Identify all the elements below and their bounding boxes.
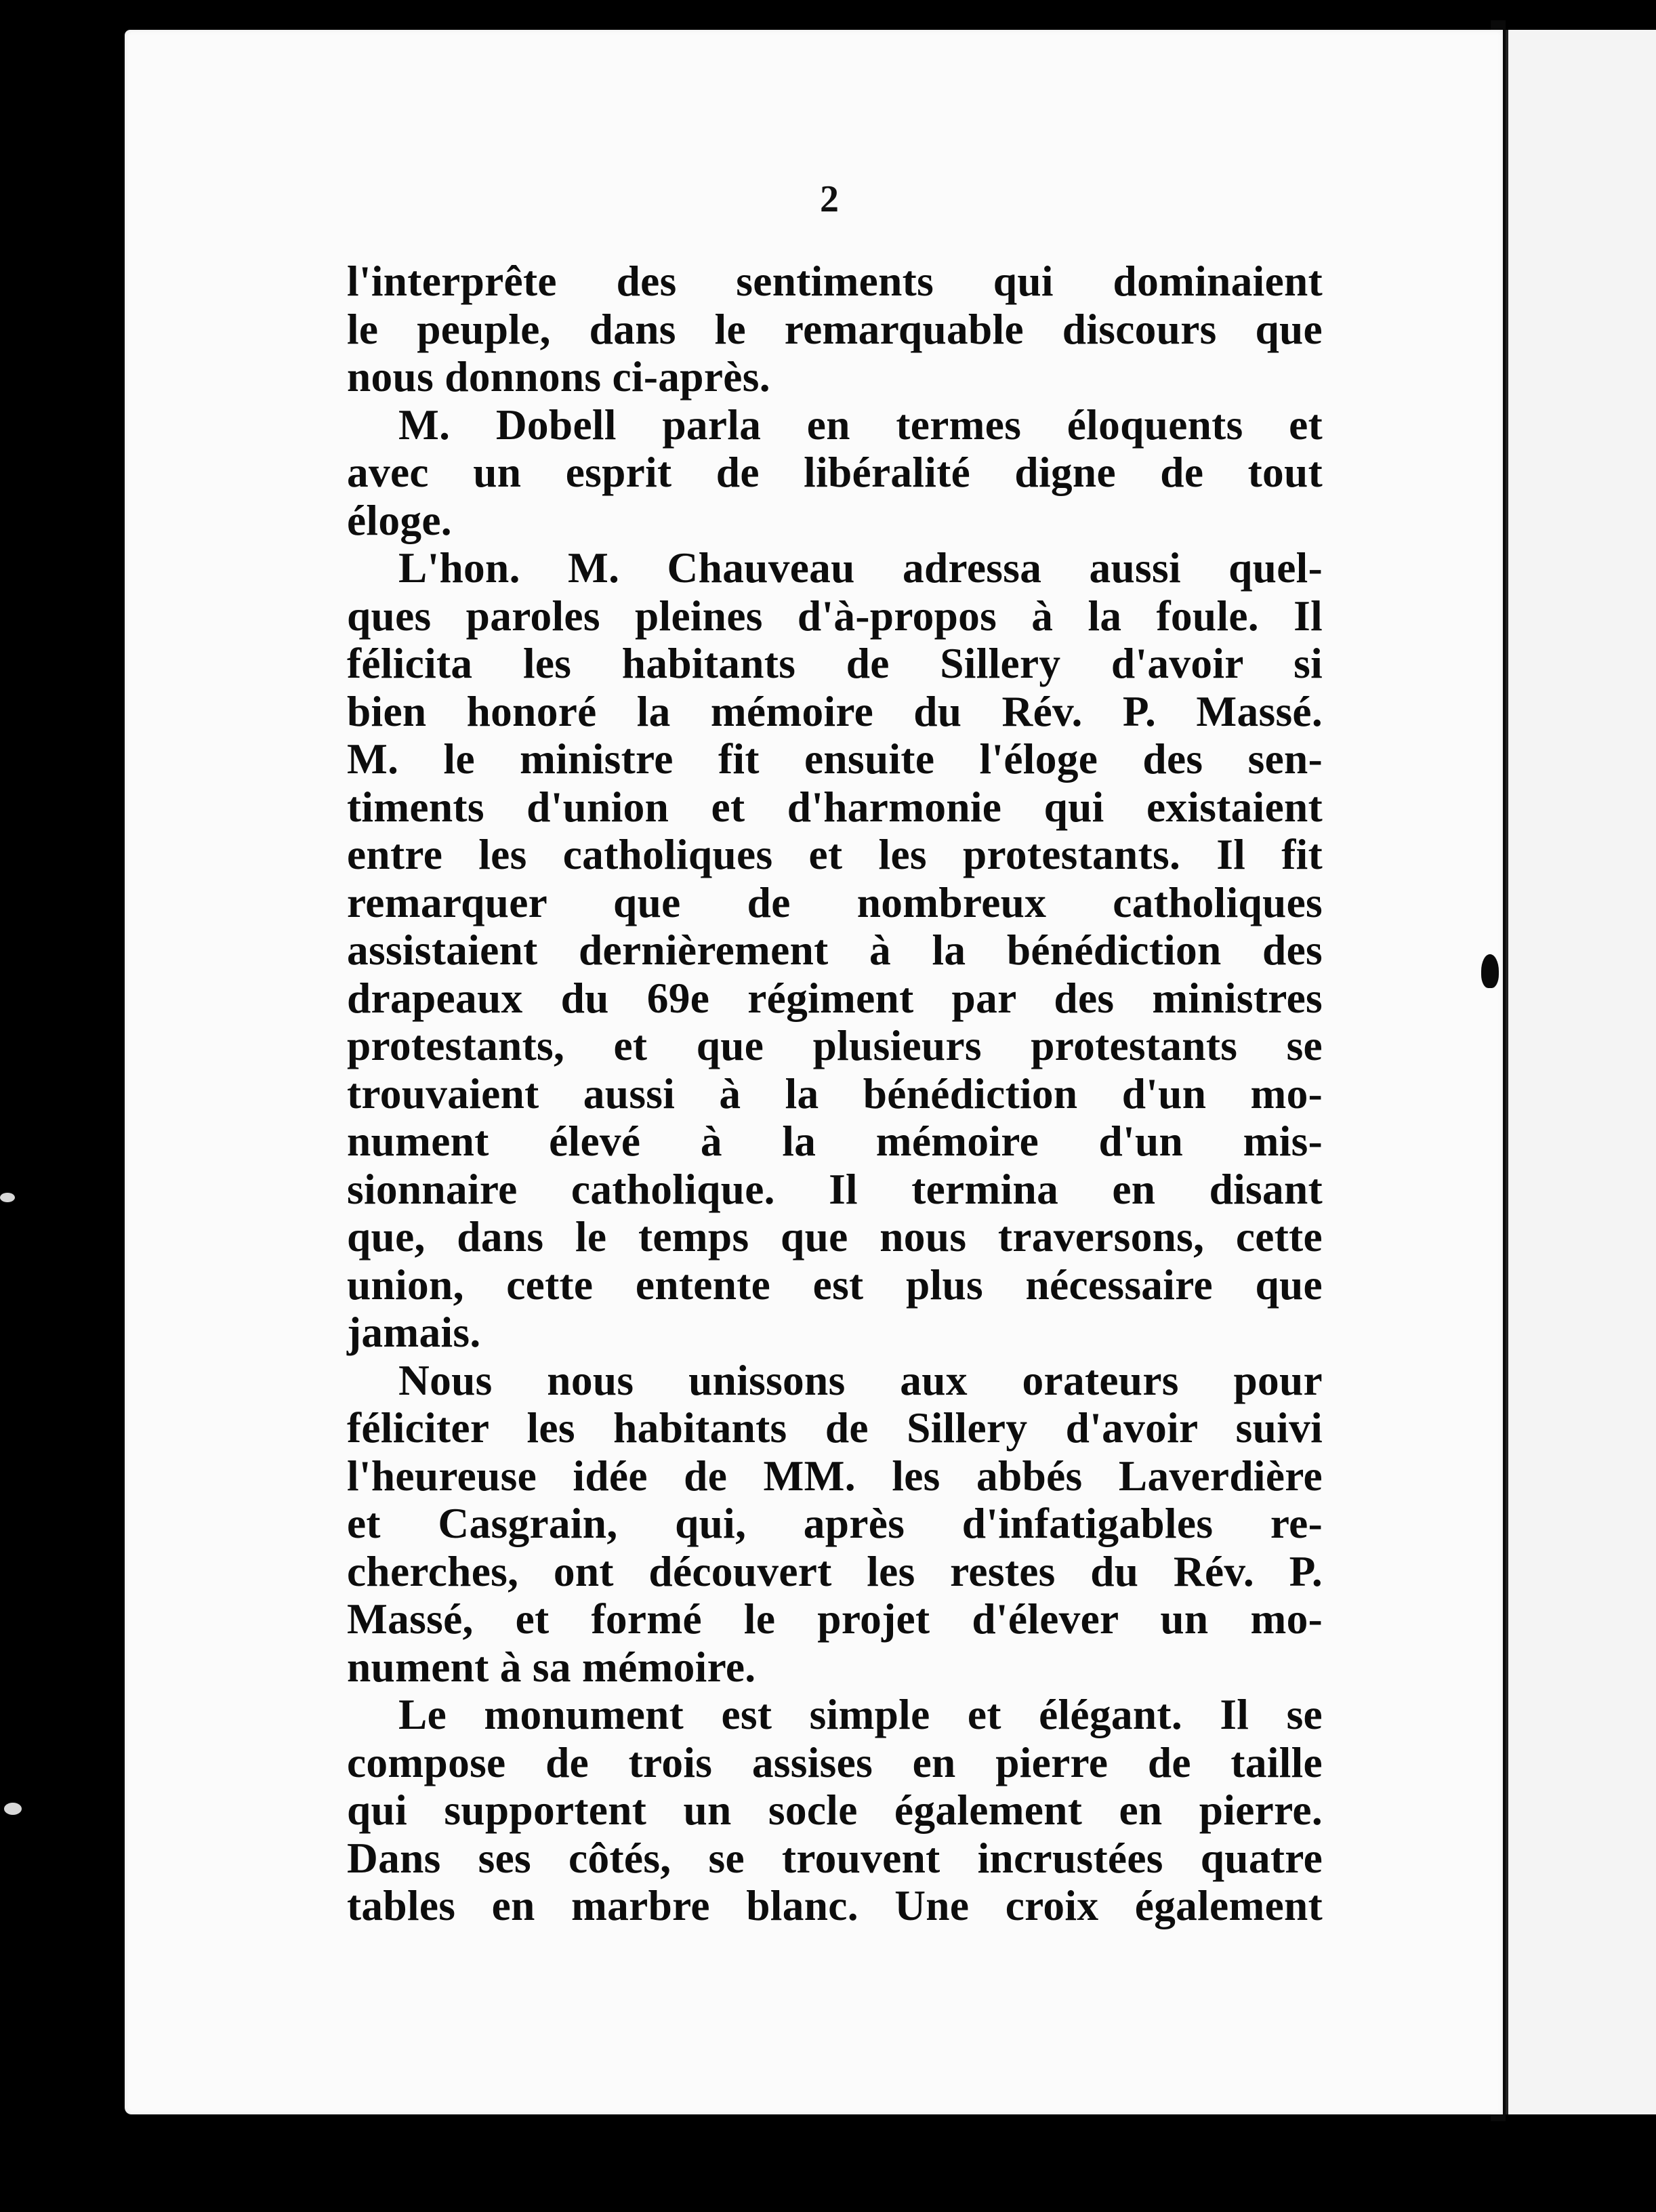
page-number: 2 bbox=[820, 178, 839, 220]
text-line: Nous nous unissons aux orateurs pour bbox=[398, 1356, 1323, 1404]
text-line: Massé, et formé le projet d'élever un mo- bbox=[347, 1595, 1323, 1643]
text-line: remarquer que de nombreux catholiques bbox=[347, 878, 1323, 926]
text-line: trouvaient aussi à la bénédiction d'un mo- bbox=[347, 1069, 1323, 1118]
text-line: Dans ses côtés, se trouvent incrustées quatre bbox=[347, 1834, 1323, 1882]
text-line: ques paroles pleines d'à-propos à la foule. Il bbox=[347, 592, 1323, 640]
text-line: sionnaire catholique. Il termina en disant bbox=[347, 1165, 1323, 1213]
scan-speck bbox=[4, 1803, 22, 1815]
text-line: l'heureuse idée de MM. les abbés Laverdière bbox=[347, 1452, 1323, 1500]
text-line: nous donnons ci-après. bbox=[347, 353, 770, 401]
text-line: Le monument est simple et élégant. Il se bbox=[398, 1691, 1323, 1738]
text-line: jamais. bbox=[347, 1309, 481, 1356]
text-line: que, dans le temps que nous traversons, cette bbox=[347, 1213, 1323, 1261]
text-line: qui supportent un socle également en pierre. bbox=[347, 1786, 1323, 1834]
text-line: nument élevé à la mémoire d'un mis- bbox=[347, 1118, 1323, 1165]
text-line: l'interprête des sentiments qui dominaient bbox=[347, 258, 1323, 305]
text-line: cherches, ont découvert les restes du Rév. P. bbox=[347, 1547, 1323, 1595]
binding-mark bbox=[1481, 954, 1499, 988]
text-line: et Casgrain, qui, après d'infatigables re- bbox=[347, 1500, 1323, 1547]
scan-speck bbox=[0, 1193, 15, 1202]
page-body bbox=[347, 258, 1323, 1930]
text-line: éloge. bbox=[347, 496, 452, 544]
text-line: avec un esprit de libéralité digne de tout bbox=[347, 449, 1323, 496]
text-line: drapeaux du 69e régiment par des ministres bbox=[347, 974, 1323, 1022]
text-line: timents d'union et d'harmonie qui existaient bbox=[347, 783, 1323, 831]
text-line: nument à sa mémoire. bbox=[347, 1643, 756, 1691]
text-line: bien honoré la mémoire du Rév. P. Massé. bbox=[347, 687, 1323, 735]
text-line: L'hon. M. Chauveau adressa aussi quel- bbox=[398, 544, 1323, 592]
text-line: félicita les habitants de Sillery d'avoir si bbox=[347, 640, 1323, 687]
text-line: M. le ministre fit ensuite l'éloge des sen- bbox=[347, 735, 1323, 783]
facing-page-edge bbox=[1506, 30, 1656, 2114]
text-line: compose de trois assises en pierre de taille bbox=[347, 1738, 1323, 1786]
text-line: féliciter les habitants de Sillery d'avoir suivi bbox=[347, 1404, 1323, 1452]
text-line: protestants, et que plusieurs protestants se bbox=[347, 1022, 1323, 1069]
text-line: le peuple, dans le remarquable discours que bbox=[347, 305, 1323, 353]
text-line: tables en marbre blanc. Une croix également bbox=[347, 1882, 1323, 1929]
text-line: entre les catholiques et les protestants. Il fit bbox=[347, 831, 1323, 878]
text-line: M. Dobell parla en termes éloquents et bbox=[398, 401, 1323, 449]
text-line: assistaient dernièrement à la bénédiction des bbox=[347, 926, 1323, 974]
text-line: union, cette entente est plus nécessaire que bbox=[347, 1261, 1323, 1309]
